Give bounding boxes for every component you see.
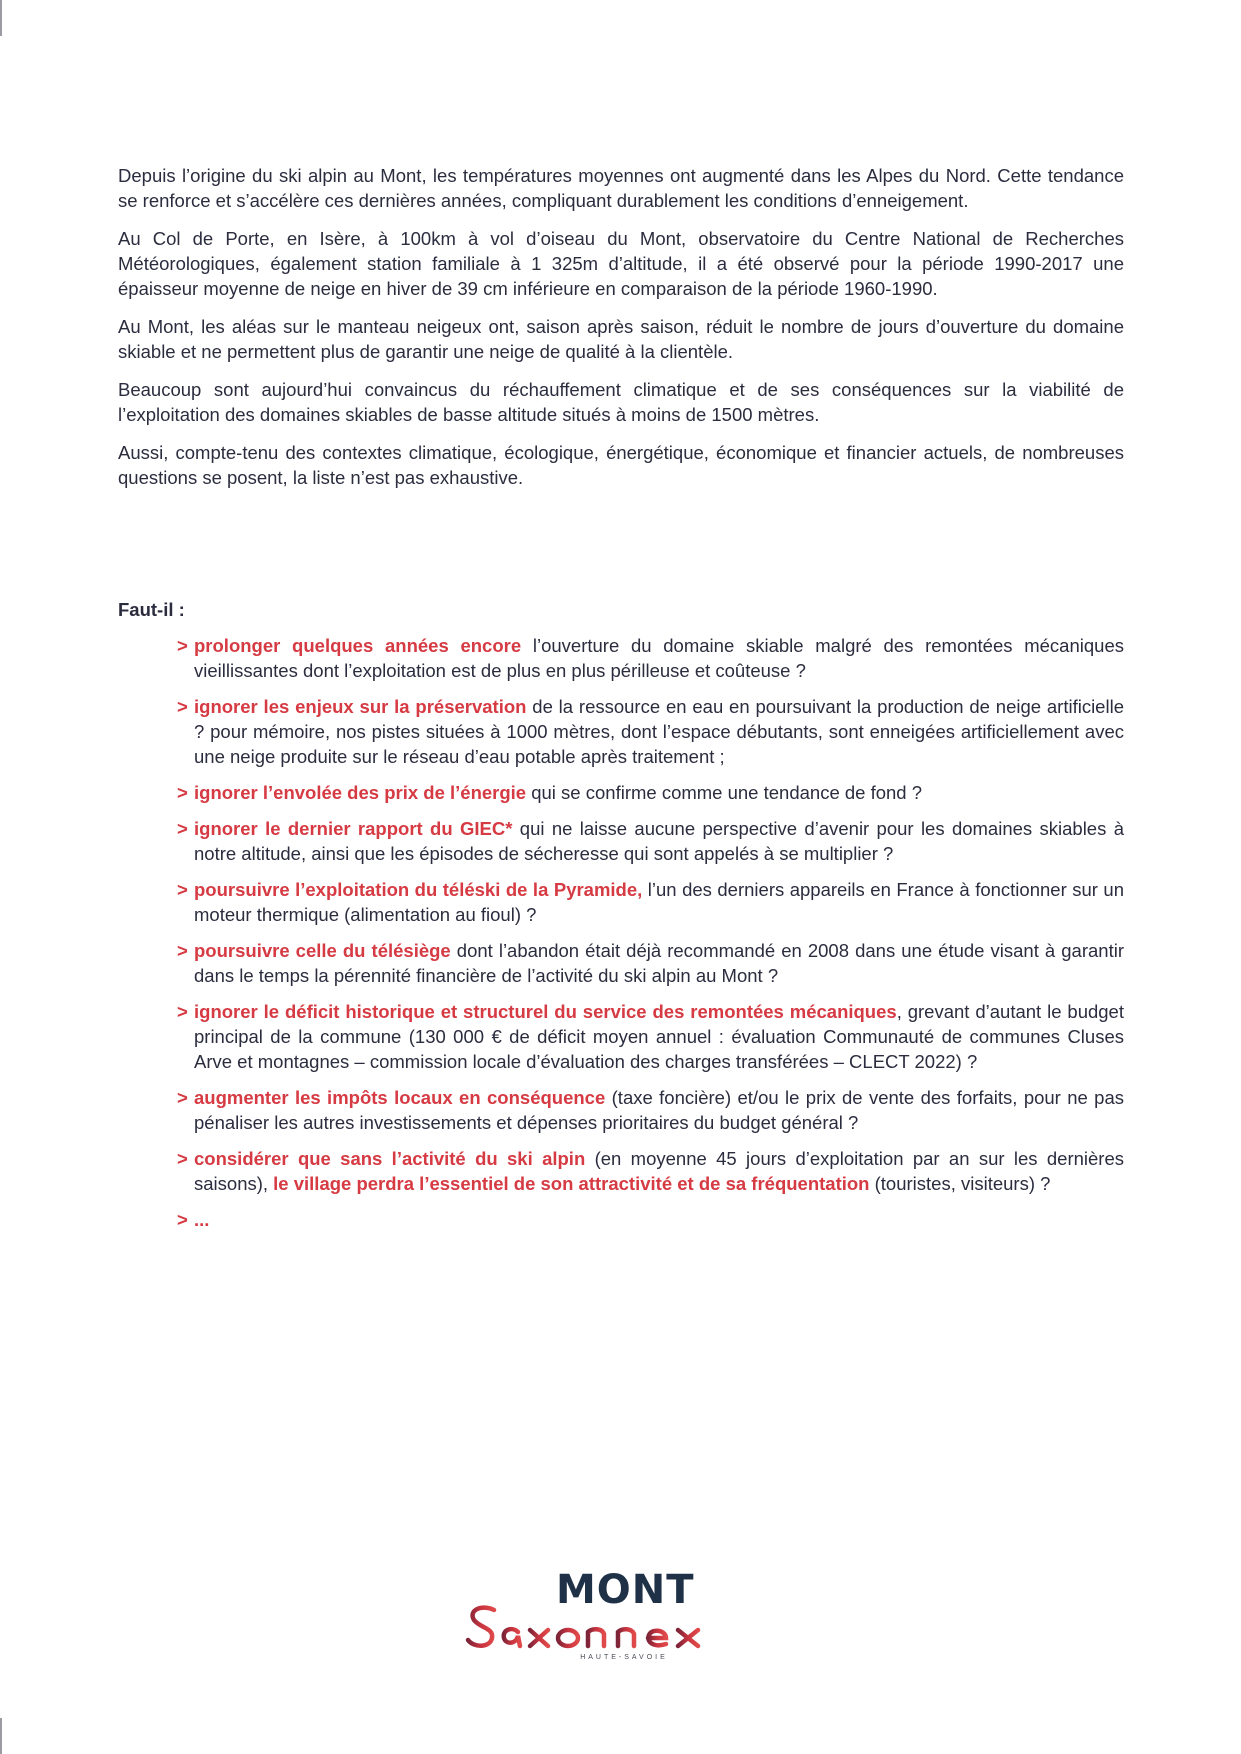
chevron-right-icon: > bbox=[177, 1001, 188, 1022]
questions-list bbox=[118, 633, 1124, 1232]
intro-section bbox=[118, 163, 1124, 490]
question-ellipsis: ... bbox=[194, 1209, 210, 1230]
crop-mark-bottom bbox=[0, 1718, 2, 1754]
question-item bbox=[177, 694, 1124, 769]
question-item bbox=[177, 1146, 1124, 1196]
question-text: dont l’abandon était déjà recommandé en 2008 dans une étude visant à garantir dans le temps la pérennité financière de l’activité du ski alpin au Mont ? bbox=[194, 940, 1124, 986]
crop-mark-top bbox=[0, 0, 2, 36]
question-highlight: considérer que sans l’activité du ski alpin bbox=[194, 1148, 586, 1169]
question-highlight: poursuivre l’exploitation du téléski de la Pyramide, bbox=[194, 879, 643, 900]
question-text: , grevant d’autant le budget principal de la commune (130 000 € de déficit moyen annuel : évaluation Communauté de communes Cluses Arve et montagnes – commission locale d’évaluation des charges transférées – CLECT 2022) ? bbox=[194, 1001, 1124, 1072]
question-text: qui ne laisse aucune perspective d’avenir pour les domaines skiables à notre altitude, ainsi que les épisodes de sécheresse qui sont appelés à se multiplier ? bbox=[194, 818, 1124, 864]
question-text: de la ressource en eau en poursuivant la production de neige artificielle ? pour mémoire, nos pistes situées à 1000 mètres, dont l’espace débutants, sont enneigées artificiellement avec une neige produite sur le réseau d’eau potable après traitement ; bbox=[194, 696, 1124, 767]
chevron-right-icon: > bbox=[177, 696, 188, 717]
question-text: (taxe foncière) et/ou le prix de vente des forfaits, pour ne pas pénaliser les autres investissements et dépenses prioritaires du budget général ? bbox=[194, 1087, 1125, 1133]
intro-paragraph: Aussi, compte-tenu des contextes climatique, écologique, énergétique, économique et financier actuels, de nombreuses questions se posent, la liste n’est pas exhaustive. bbox=[118, 442, 1124, 488]
question-text: (en moyenne 45 jours d’exploitation par an sur les dernières saisons), bbox=[194, 1148, 1124, 1194]
questions-title: Faut-il : bbox=[118, 599, 185, 620]
question-item bbox=[177, 1085, 1124, 1135]
chevron-right-icon: > bbox=[177, 1087, 188, 1108]
logo-saxonnex-script bbox=[464, 1602, 784, 1652]
chevron-right-icon: > bbox=[177, 1209, 188, 1230]
question-highlight: ignorer le dernier rapport du GIEC* bbox=[194, 818, 513, 839]
chevron-right-icon: > bbox=[177, 818, 188, 839]
question-text-secondary: (touristes, visiteurs) ? bbox=[869, 1173, 1051, 1194]
question-item bbox=[177, 877, 1124, 927]
question-item bbox=[177, 633, 1124, 683]
question-highlight: ignorer le déficit historique et structurel du service des remontées mécaniques bbox=[194, 1001, 897, 1022]
question-item bbox=[177, 816, 1124, 866]
chevron-right-icon: > bbox=[177, 940, 188, 961]
question-highlight: poursuivre celle du télésiège bbox=[194, 940, 451, 961]
question-highlight: prolonger quelques années encore bbox=[194, 635, 522, 656]
question-text: qui se confirme comme une tendance de fond ? bbox=[526, 782, 923, 803]
intro-paragraph: Depuis l’origine du ski alpin au Mont, les températures moyennes ont augmenté dans les Alpes du Nord. Cette tendance se renforce et s’accélère ces dernières années, compliquant durablement les conditions d’enneigement. bbox=[118, 165, 1124, 211]
intro-paragraph: Au Col de Porte, en Isère, à 100km à vol d’oiseau du Mont, observatoire du Centre National de Recherches Météorologiques, également station familiale à 1 325m d’altitude, il a été observé pour la période 1990-2017 une épaisseur moyenne de neige en hiver de 39 cm inférieure en comparaison de la période 1960-1990. bbox=[118, 228, 1124, 299]
question-highlight: augmenter les impôts locaux en conséquence bbox=[194, 1087, 606, 1108]
questions-section bbox=[118, 597, 1124, 1243]
question-text: l’un des derniers appareils en France à fonctionner sur un moteur thermique (alimentation au fioul) ? bbox=[194, 879, 1124, 925]
question-item bbox=[177, 780, 1124, 805]
question-item bbox=[177, 999, 1124, 1074]
question-highlight-secondary: le village perdra l’essentiel de son attractivité et de sa fréquentation bbox=[273, 1173, 870, 1194]
question-highlight: ignorer les enjeux sur la préservation bbox=[194, 696, 527, 717]
chevron-right-icon: > bbox=[177, 879, 188, 900]
intro-paragraph: Beaucoup sont aujourd’hui convaincus du réchauffement climatique et de ses conséquences sur la viabilité de l’exploitation des domaines skiables de basse altitude situés à moins de 1500 mètres. bbox=[118, 379, 1124, 425]
question-text: l’ouverture du domaine skiable malgré des remontées mécaniques vieillissantes dont l’exploitation est de plus en plus périlleuse et coûteuse ? bbox=[194, 635, 1124, 681]
chevron-right-icon: > bbox=[177, 1148, 188, 1169]
question-item bbox=[177, 1207, 1124, 1232]
question-highlight: ignorer l’envolée des prix de l’énergie bbox=[194, 782, 527, 803]
chevron-right-icon: > bbox=[177, 635, 188, 656]
intro-paragraph: Au Mont, les aléas sur le manteau neigeux ont, saison après saison, réduit le nombre de jours d’ouverture du domaine skiable et ne permettent plus de garantir une neige de qualité à la clientèle. bbox=[118, 316, 1124, 362]
logo-region-text: HAUTE-SAVOIE bbox=[580, 1654, 668, 1661]
chevron-right-icon: > bbox=[177, 782, 188, 803]
mont-saxonnex-logo bbox=[464, 1568, 784, 1668]
question-item bbox=[177, 938, 1124, 988]
logo-mont-text: MONT bbox=[556, 1567, 695, 1613]
